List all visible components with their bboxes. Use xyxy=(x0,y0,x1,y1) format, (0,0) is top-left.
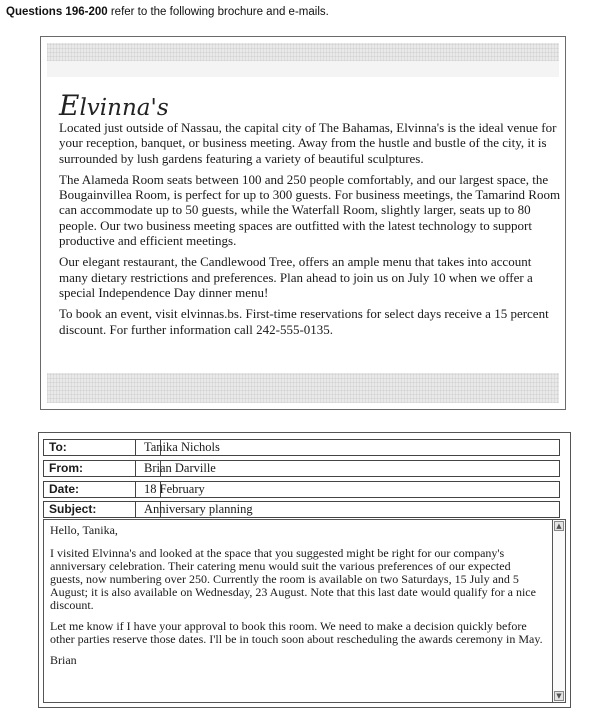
email-date-row xyxy=(43,481,566,498)
email-from-row xyxy=(43,460,566,477)
email-from-field: Brian Darville xyxy=(135,460,560,477)
questions-range: Questions 196-200 xyxy=(6,6,108,18)
email-body xyxy=(43,519,555,703)
brochure-copy xyxy=(59,120,563,343)
email-date-label: Date: xyxy=(43,481,161,498)
email-from-label: From: xyxy=(43,460,161,477)
email-signature: Brian xyxy=(50,653,77,667)
brochure-mid-band xyxy=(47,61,559,77)
brochure xyxy=(40,36,566,410)
brochure-paragraph: To book an event, visit elvinnas.bs. First-time reservations for select days receive a 15 percent discount. For further information call 242-555-0135. xyxy=(59,306,549,337)
email-greeting: Hello, Tanika, xyxy=(50,523,118,537)
email-subject-label: Subject: xyxy=(43,501,161,518)
email-scrollbar[interactable] xyxy=(552,519,566,703)
brochure-paragraph: Our elegant restaurant, the Candlewood Tree, offers an ample menu that takes into account many dietary restrictions and preferences. Plan ahead to join us on July 10 when we offer a special Independence Day dinner menu! xyxy=(59,254,533,300)
brochure-paragraph: Located just outside of Nassau, the capital city of The Bahamas, Elvinna's is the ideal venue for your reception, banquet, or business meeting. Away from the hustle and bustle of the city, it is surrounded by lush gardens featuring a variety of beautiful sculptures. xyxy=(59,120,557,166)
scroll-up-icon[interactable]: ▲ xyxy=(554,521,564,531)
email-to-row xyxy=(43,439,566,456)
questions-instruction: refer to the following brochure and e-mails. xyxy=(110,6,329,18)
brochure-paragraph: The Alameda Room seats between 100 and 250 people comfortably, and our largest space, the Bougainvillea Room, is perfect for up to 300 guests. For business meetings, the Tamarind Room can accommodate up to 50 guests, while the Waterfall Room, slightly larger, seats up to 80 people. Our two business meeting spaces are outfitted with the latest technology to support productive and efficient meetings. xyxy=(59,171,561,249)
scroll-down-icon[interactable]: ▼ xyxy=(554,691,564,701)
email-subject-field: Anniversary planning xyxy=(135,501,560,518)
brochure-bottom-band xyxy=(47,373,559,403)
questions-header xyxy=(6,6,329,18)
email-paragraph: I visited Elvinna's and looked at the space that you suggested might be right for our company's anniversary celebration. Their catering menu would suit the various preferences of our expected guests, now numbering over 250. Currently the room is available on two Saturdays, 15 July and 5 August; it is also available on Wednesday, 23 August. Note that this last date would qualify for a nice discount. xyxy=(50,546,536,612)
email-to-field: Tanika Nichols xyxy=(135,439,560,456)
email-to-label: To: xyxy=(43,439,161,456)
email-subject-row xyxy=(43,501,566,518)
email xyxy=(38,432,571,708)
email-paragraph: Let me know if I have your approval to book this room. We need to make a decision quickly before other parties reserve those dates. I'll be in touch soon about rescheduling the awards ceremony in May. xyxy=(50,619,543,646)
brochure-top-band xyxy=(47,43,559,61)
brochure-logo: Elvinna's xyxy=(59,89,169,122)
email-date-field: 18 February xyxy=(135,481,560,498)
